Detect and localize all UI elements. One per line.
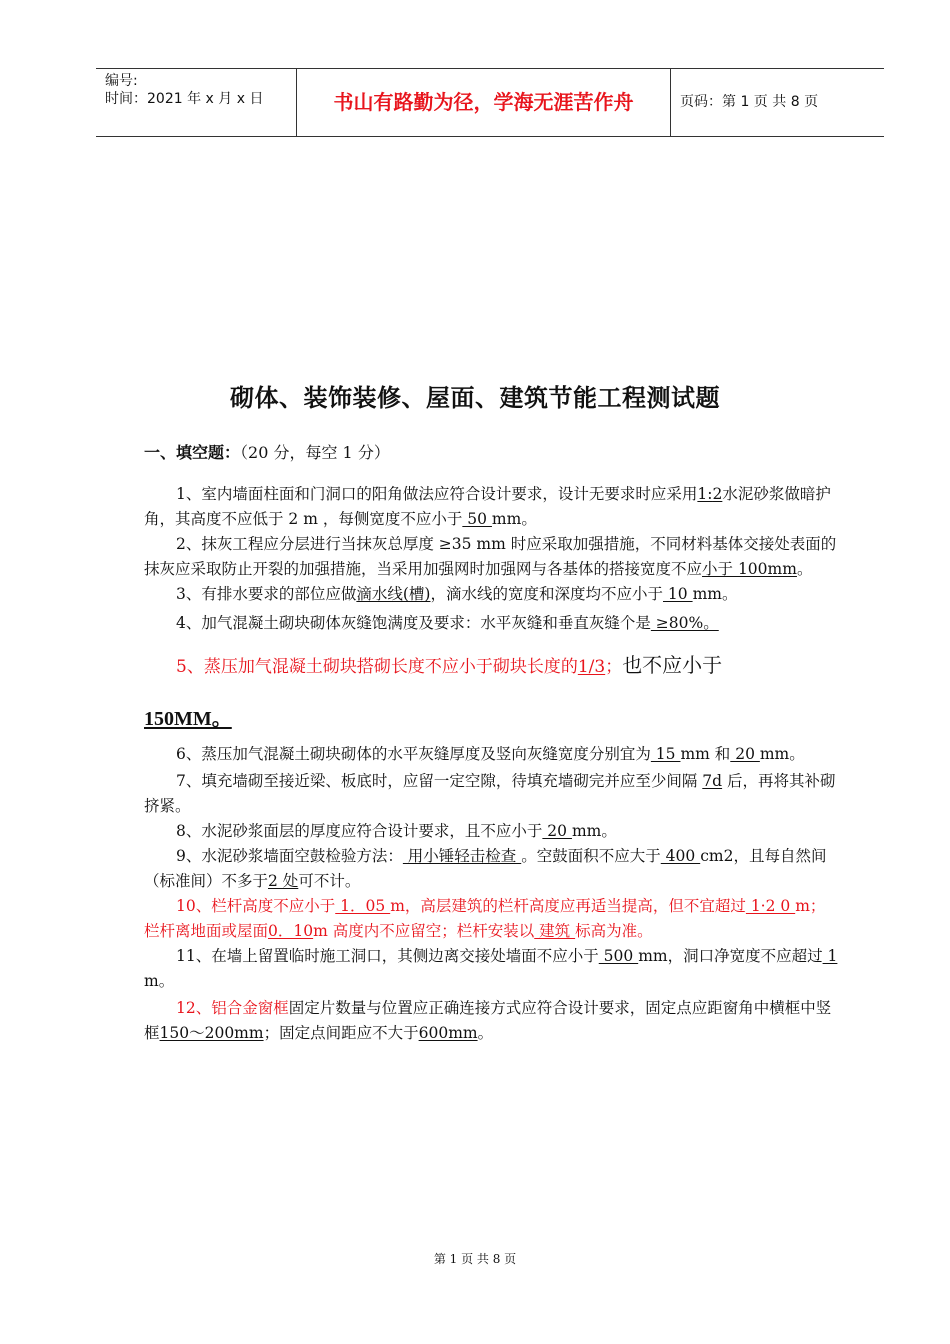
- q1-answer-width: 50: [462, 510, 492, 528]
- q10-answer-max-height: 1·2 0: [745, 897, 796, 915]
- q10-answer-reference: 建筑: [534, 922, 576, 940]
- question-1: [144, 482, 838, 532]
- header-motto: 书山有路勤为径，学海无涯苦作舟: [296, 69, 671, 136]
- q9-answer-method: 用小锤轻击检查: [402, 847, 522, 865]
- q6-text-a: 6、蒸压加气混凝土砌块砌体的水平灰缝厚度及竖向灰缝宽度分别宜为: [176, 745, 651, 763]
- q10-answer-gap-height: 0．10: [268, 922, 314, 940]
- question-5: [144, 652, 838, 680]
- question-6: [144, 742, 838, 767]
- number-label: 编号:: [105, 73, 138, 89]
- q10-text-g: m 高度内不应留空；栏杆安装以: [313, 922, 535, 940]
- q9-answer-area: 400: [660, 847, 701, 865]
- q1-text-a: 1、室内墙面柱面和门洞口的阳角做法应符合设计要求，设计无要求时应采用: [176, 485, 698, 503]
- q10-answer-min-height: 1．05: [335, 897, 391, 915]
- q9-text-a: 9、水泥砂浆墙面空鼓检验方法：: [176, 847, 403, 865]
- q9-text-g: 可不计。: [298, 872, 361, 890]
- q1-text-c: 水泥砂浆做暗护角，其高度不应低于 2 m ，每侧宽度不应小于: [144, 485, 831, 528]
- q10-text-i: 标高为准。: [575, 922, 653, 940]
- q8-text-a: 8、水泥砂浆面层的厚度应符合设计要求，且不应小于: [176, 822, 543, 840]
- question-5-continued: [144, 706, 838, 732]
- page-header: [96, 68, 884, 137]
- q2-answer: 小于 100mm: [702, 560, 797, 578]
- q11-answer-distance: 500: [598, 947, 639, 965]
- document-title: 砌体、装饰装修、屋面、建筑节能工程测试题: [230, 384, 720, 412]
- q10-text-c: m，高层建筑的栏杆高度应再适当提高，但不宜超过: [390, 897, 746, 915]
- q11-answer-width: 1: [822, 947, 838, 965]
- q5-text-d: 也不应小于: [622, 653, 723, 677]
- q3-answer-drip: 滴水线(槽): [356, 585, 431, 603]
- q3-answer-size: 10: [663, 585, 693, 603]
- section-title: 一、填空题：: [144, 443, 241, 462]
- q6-text-e: mm。: [759, 745, 805, 763]
- q12-text-b: 固定片数量与位置应正确连接方式应符合设计要求，固定点应距窗角中横框中竖框: [144, 999, 832, 1042]
- question-4: [144, 611, 838, 636]
- q1-text-e: mm。: [491, 510, 537, 528]
- document-body: [144, 438, 838, 1046]
- q6-text-c: mm 和: [680, 745, 731, 763]
- q1-answer-ratio-b: 2: [712, 485, 723, 503]
- q3-text-e: mm。: [692, 585, 738, 603]
- q2-text-c: 。: [796, 560, 813, 578]
- q6-answer-horizontal: 15: [650, 745, 681, 763]
- header-meta: [96, 69, 296, 136]
- q9-answer-count: 2 处: [268, 872, 299, 890]
- header-page-info: 页码：第 1 页 共 8 页: [680, 94, 819, 110]
- question-8: [144, 819, 838, 844]
- q5-text-c: ；: [605, 657, 623, 677]
- q11-text-c: mm，洞口净宽度不应超过: [638, 947, 823, 965]
- question-3: [144, 582, 838, 607]
- q4-answer: ≥80%。: [650, 614, 719, 632]
- q1-answer-ratio-a: 1:: [697, 485, 713, 503]
- section-note: （20 分，每空 1 分）: [240, 443, 390, 462]
- q3-text-c: ，滴水线的宽度和深度均不应小于: [430, 585, 663, 603]
- question-11: [144, 944, 838, 994]
- q9-text-c: 。空鼓面积不应大于: [521, 847, 661, 865]
- q5-text-a: 5、蒸压加气混凝土砌块搭砌长度不应小于砌块长度的: [176, 657, 578, 677]
- q10-text-e: m；栏杆离地面或屋面: [144, 897, 826, 940]
- q3-text-a: 3、有排水要求的部位应做: [176, 585, 357, 603]
- q12-answer-spacing: 600mm: [418, 1024, 478, 1042]
- time-label: 时间：2021 年 x 月 x 日: [105, 91, 264, 107]
- question-10: [144, 894, 838, 944]
- question-2: [144, 532, 838, 582]
- q12-text-a: 12、铝合金窗框: [176, 999, 289, 1017]
- q2-text-a: 2、抹灰工程应分层进行当抹灰总厚度 ≥35 mm 时应采取加强措施，不同材料基体交接处表面的抹灰应采取防止开裂的加强措施，当采用加强网时加强网与各基体的搭接宽度不应: [144, 535, 837, 578]
- q9-text-e: cm2，且每自然间（标准间）不多于: [144, 847, 827, 890]
- section-heading: [144, 438, 838, 468]
- page-footer: 第 1 页 共 8 页: [433, 1252, 517, 1266]
- question-12: [144, 996, 838, 1046]
- q11-text-e: m。: [144, 972, 175, 990]
- q7-answer: 7d: [702, 772, 723, 790]
- q5-answer: 1/3: [577, 657, 606, 677]
- q5-answer-length: 150MM。: [144, 708, 232, 730]
- q4-text-a: 4、加气混凝土砌块砌体灰缝饱满度及要求：水平灰缝和垂直灰缝个是: [176, 614, 651, 632]
- question-9: [144, 844, 838, 894]
- question-7: [144, 769, 838, 819]
- q12-answer-distance: 150～200mm: [159, 1024, 264, 1042]
- q11-text-a: 11、在墙上留置临时施工洞口，其侧边离交接处墙面不应小于: [176, 947, 599, 965]
- q10-text-a: 10、栏杆高度不应小于: [176, 897, 336, 915]
- q7-text-c: 后，再将其补砌挤紧。: [144, 772, 836, 815]
- q6-answer-vertical: 20: [730, 745, 760, 763]
- q8-text-c: mm。: [571, 822, 617, 840]
- q7-text-a: 7、填充墙砌至接近梁、板底时，应留一定空隙，待填充墙砌完并应至少间隔: [176, 772, 703, 790]
- q8-answer: 20: [542, 822, 572, 840]
- q12-text-f: 。: [477, 1024, 494, 1042]
- q12-text-d: ；固定点间距应不大于: [263, 1024, 419, 1042]
